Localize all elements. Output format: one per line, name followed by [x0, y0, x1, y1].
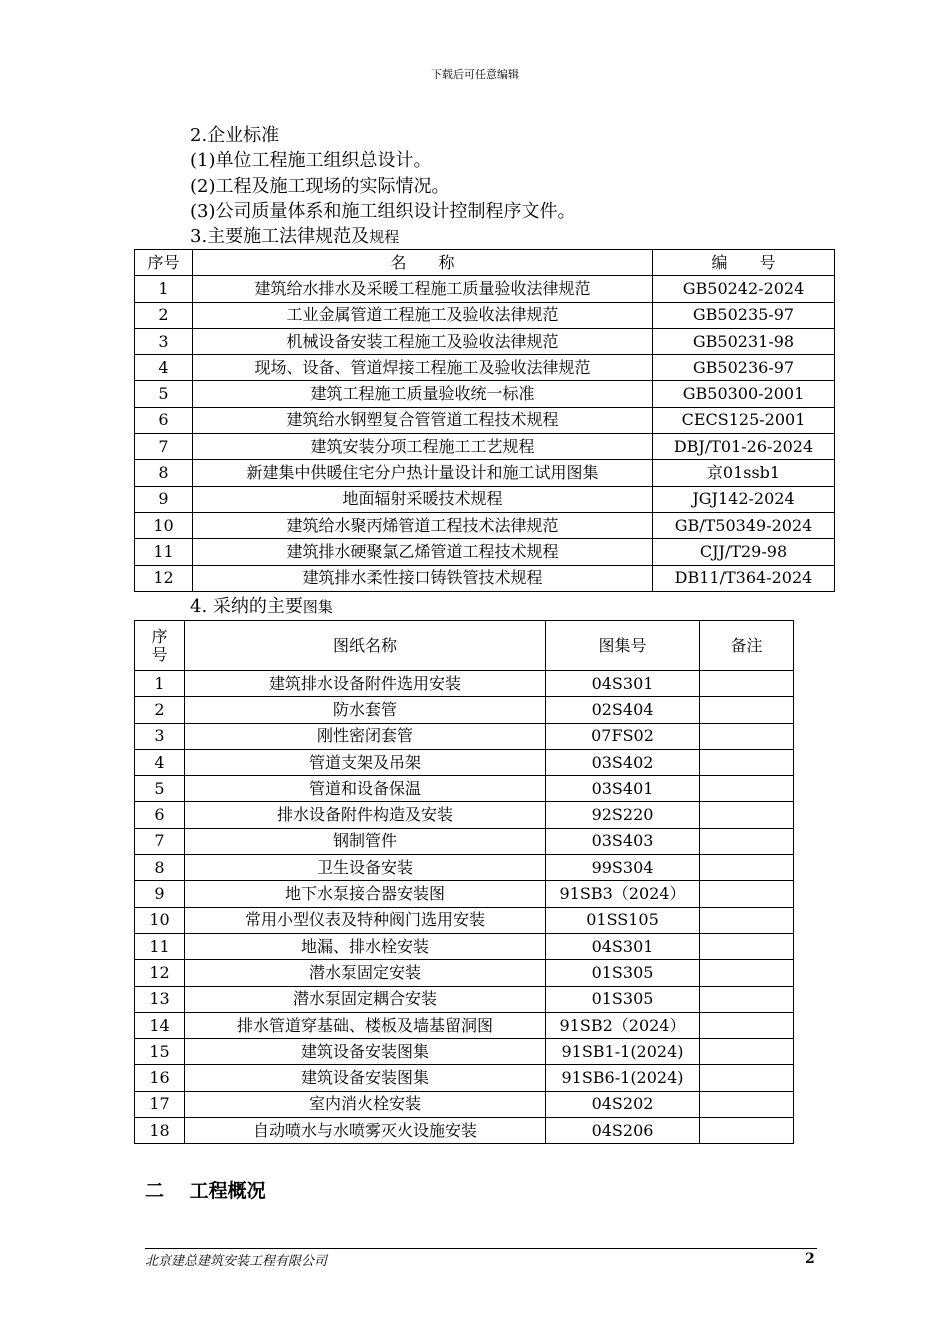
table-row: [135, 1012, 794, 1038]
table-cell: 6: [135, 407, 193, 433]
table-cell: 1: [135, 276, 193, 302]
page-header-note: 下载后可任意编辑: [431, 68, 519, 81]
table-cell: 04S206: [546, 1118, 700, 1144]
table-cell: 建筑排水硬聚氯乙烯管道工程技术规程: [193, 539, 653, 565]
table-cell: 建筑设备安装图集: [185, 1065, 546, 1091]
table-cell: 建筑排水柔性接口铸铁管技术规程: [193, 565, 653, 591]
table-cell: 2: [135, 302, 193, 328]
table-cell: 管道支架及吊架: [185, 749, 546, 775]
table-row: [135, 855, 794, 881]
table-cell: [700, 1065, 794, 1091]
table-row: [135, 776, 794, 802]
table-cell: 建筑给水钢塑复合管管道工程技术规程: [193, 407, 653, 433]
table-row: [135, 328, 835, 354]
footer-company: 北京建总建筑安装工程有限公司: [145, 1254, 328, 1269]
table-cell: 工业金属管道工程施工及验收法律规范: [193, 302, 653, 328]
header-cell: 序 号: [135, 621, 185, 671]
table-cell: 01S305: [546, 986, 700, 1012]
section-title: 二 工程概况: [145, 1180, 266, 1202]
table-cell: 建筑工程施工质量验收统一标准: [193, 381, 653, 407]
table-cell: 3: [135, 723, 185, 749]
table-cell: 99S304: [546, 855, 700, 881]
table-cell: 5: [135, 381, 193, 407]
table-row: [135, 723, 794, 749]
table-row: [135, 960, 794, 986]
heading-regulations: [190, 226, 399, 248]
table-row: [135, 1039, 794, 1065]
header-cell: 备注: [700, 621, 794, 671]
table-cell: 常用小型仪表及特种阀门选用安装: [185, 907, 546, 933]
table-cell: [700, 1091, 794, 1117]
table-row: [135, 302, 835, 328]
table-cell: GB50236-97: [653, 355, 835, 381]
table-cell: 建筑排水设备附件选用安装: [185, 671, 546, 697]
table-cell: 02S404: [546, 697, 700, 723]
header-cell: 序号: [135, 250, 193, 276]
table-cell: 防水套管: [185, 697, 546, 723]
table-cell: GB50235-97: [653, 302, 835, 328]
table-cell: 03S401: [546, 776, 700, 802]
table-row: [135, 434, 835, 460]
table-cell: [700, 933, 794, 959]
regulations-table: [134, 249, 835, 592]
table-cell: CJJ/T29-98: [653, 539, 835, 565]
heading-text-small: 图集: [302, 598, 333, 616]
table-cell: 7: [135, 828, 185, 854]
table-row: [135, 512, 835, 538]
table-cell: JGJ142-2024: [653, 486, 835, 512]
table-row: [135, 276, 835, 302]
table-row: [135, 986, 794, 1012]
table-cell: 91SB1-1(2024): [546, 1039, 700, 1065]
table-cell: 1: [135, 671, 185, 697]
table-cell: 5: [135, 776, 185, 802]
table-cell: 9: [135, 881, 185, 907]
table-cell: 91SB2（2024）: [546, 1012, 700, 1038]
heading-atlases: [190, 596, 333, 618]
table-cell: [700, 671, 794, 697]
table-row: [135, 381, 835, 407]
table-cell: [700, 907, 794, 933]
table-row: [135, 671, 794, 697]
text-line: (3)公司质量体系和施工组织设计控制程序文件。: [190, 201, 576, 222]
table-cell: [700, 1118, 794, 1144]
table-cell: 8: [135, 460, 193, 486]
table-cell: 07FS02: [546, 723, 700, 749]
table-cell: 01S305: [546, 960, 700, 986]
table-cell: [700, 697, 794, 723]
table-cell: 4: [135, 355, 193, 381]
table-cell: 管道和设备保温: [185, 776, 546, 802]
table-cell: DBJ/T01-26-2024: [653, 434, 835, 460]
table-row: [135, 1065, 794, 1091]
table-cell: 03S403: [546, 828, 700, 854]
table-cell: 8: [135, 855, 185, 881]
table-cell: [700, 723, 794, 749]
table-cell: 排水管道穿基础、楼板及墙基留洞图: [185, 1012, 546, 1038]
table-cell: [700, 1039, 794, 1065]
table-cell: 10: [135, 907, 185, 933]
table-row: [135, 881, 794, 907]
table-cell: GB50231-98: [653, 328, 835, 354]
table-cell: 建筑给水排水及采暖工程施工质量验收法律规范: [193, 276, 653, 302]
table-cell: 地面辐射采暖技术规程: [193, 486, 653, 512]
table-cell: 7: [135, 434, 193, 460]
table-cell: 01SS105: [546, 907, 700, 933]
table-header-row: [135, 250, 835, 276]
text-line: (2)工程及施工现场的实际情况。: [190, 176, 450, 197]
table-row: [135, 802, 794, 828]
header-cell: 图纸名称: [185, 621, 546, 671]
table-row: [135, 1091, 794, 1117]
footer-divider: [145, 1248, 817, 1249]
table-cell: 92S220: [546, 802, 700, 828]
table-cell: 室内消火栓安装: [185, 1091, 546, 1117]
table-cell: 新建集中供暖住宅分户热计量设计和施工试用图集: [193, 460, 653, 486]
table-cell: [700, 986, 794, 1012]
table-header-row: [135, 621, 794, 671]
table-cell: 2: [135, 697, 185, 723]
table-cell: GB50300-2001: [653, 381, 835, 407]
heading-text: 3.主要施工法律规范及: [190, 226, 370, 247]
table-cell: [700, 828, 794, 854]
header-cell: 图集号: [546, 621, 700, 671]
table-cell: 潜水泵固定安装: [185, 960, 546, 986]
header-cell: 编 号: [653, 250, 835, 276]
table-cell: 刚性密闭套管: [185, 723, 546, 749]
page-number: 2: [805, 1251, 815, 1267]
table-cell: 11: [135, 539, 193, 565]
table-cell: [700, 1012, 794, 1038]
table-row: [135, 565, 835, 591]
table-cell: 10: [135, 512, 193, 538]
table-row: [135, 749, 794, 775]
table-cell: CECS125-2001: [653, 407, 835, 433]
table-row: [135, 486, 835, 512]
table-row: [135, 355, 835, 381]
table-cell: 排水设备附件构造及安装: [185, 802, 546, 828]
table-cell: 地漏、排水栓安装: [185, 933, 546, 959]
table-cell: [700, 776, 794, 802]
table-row: [135, 933, 794, 959]
table-row: [135, 697, 794, 723]
table-cell: [700, 960, 794, 986]
table-cell: 11: [135, 933, 185, 959]
table-cell: 机械设备安装工程施工及验收法律规范: [193, 328, 653, 354]
table-cell: 91SB6-1(2024): [546, 1065, 700, 1091]
table-cell: 12: [135, 565, 193, 591]
table-cell: 03S402: [546, 749, 700, 775]
table-cell: 潜水泵固定耦合安装: [185, 986, 546, 1012]
table-cell: 17: [135, 1091, 185, 1117]
table-cell: 13: [135, 986, 185, 1012]
table-cell: 建筑给水聚丙烯管道工程技术法律规范: [193, 512, 653, 538]
table-cell: 钢制管件: [185, 828, 546, 854]
header-cell: 名 称: [193, 250, 653, 276]
table-cell: 91SB3（2024）: [546, 881, 700, 907]
table-row: [135, 539, 835, 565]
table-cell: 04S301: [546, 671, 700, 697]
table-cell: [700, 855, 794, 881]
table-cell: 14: [135, 1012, 185, 1038]
table-cell: 3: [135, 328, 193, 354]
table-cell: 现场、设备、管道焊接工程施工及验收法律规范: [193, 355, 653, 381]
table-cell: [700, 749, 794, 775]
table-cell: 4: [135, 749, 185, 775]
atlas-table: [134, 620, 794, 1144]
table-cell: 京01ssb1: [653, 460, 835, 486]
table-cell: 自动喷水与水喷雾灭火设施安装: [185, 1118, 546, 1144]
heading-text-small: 规程: [369, 228, 400, 246]
text-line: 2.企业标准: [190, 125, 280, 146]
text-line: (1)单位工程施工组织总设计。: [190, 150, 432, 171]
table-cell: DB11/T364-2024: [653, 565, 835, 591]
table-cell: [700, 881, 794, 907]
table-cell: 卫生设备安装: [185, 855, 546, 881]
table-row: [135, 907, 794, 933]
table-cell: 建筑设备安装图集: [185, 1039, 546, 1065]
table-cell: [700, 802, 794, 828]
table-row: [135, 407, 835, 433]
table-cell: 04S301: [546, 933, 700, 959]
table-cell: 9: [135, 486, 193, 512]
table-cell: 12: [135, 960, 185, 986]
heading-text: 4. 采纳的主要: [190, 596, 303, 617]
table-row: [135, 460, 835, 486]
table-cell: 04S202: [546, 1091, 700, 1117]
table-cell: 15: [135, 1039, 185, 1065]
table-cell: 地下水泵接合器安装图: [185, 881, 546, 907]
table-cell: 建筑安装分项工程施工工艺规程: [193, 434, 653, 460]
table-cell: 16: [135, 1065, 185, 1091]
table-cell: GB/T50349-2024: [653, 512, 835, 538]
table-row: [135, 828, 794, 854]
table-cell: GB50242-2024: [653, 276, 835, 302]
table-cell: 6: [135, 802, 185, 828]
table-row: [135, 1118, 794, 1144]
table-cell: 18: [135, 1118, 185, 1144]
